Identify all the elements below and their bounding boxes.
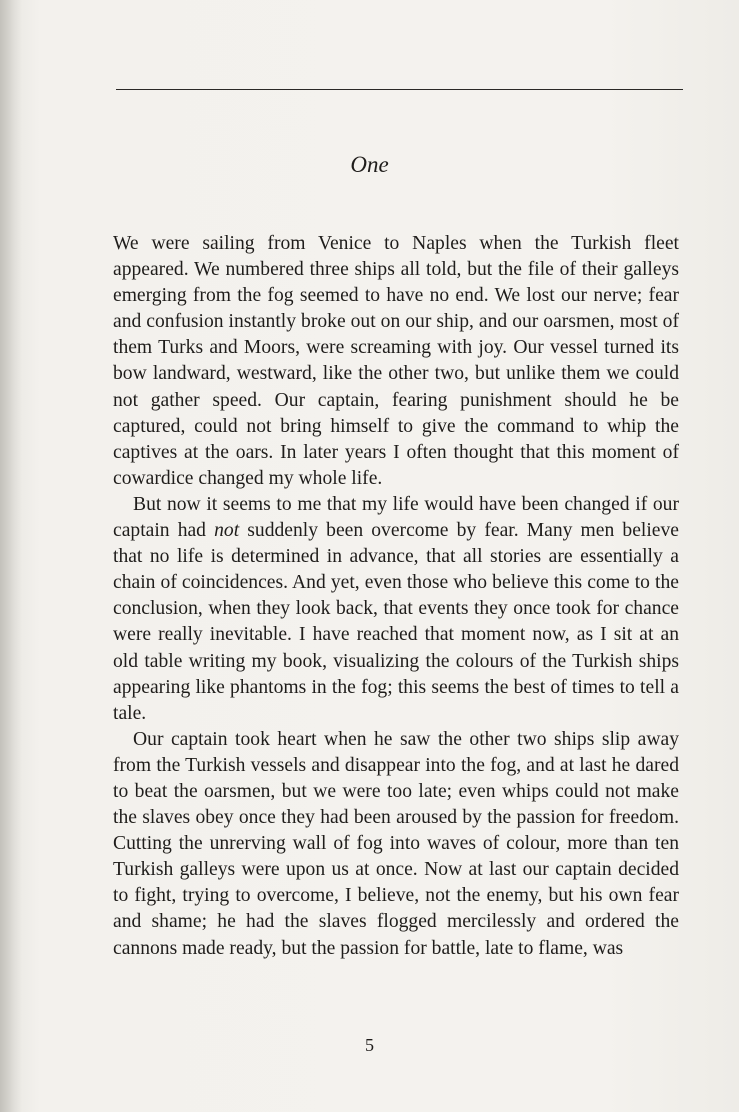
paragraph-3 [113, 727, 679, 962]
paragraph-1 [113, 231, 679, 492]
chapter-title: One [350, 152, 389, 177]
paragraph-3-text: Our captain took heart when he saw the other two ships slip away from the Turkish vessels and disappear into the fog, and at last he dared to beat the oarsmen, but we were too late; even whips could not make the slaves obey once they had been aroused by the passion for freedom. Cutting the unrerving wall of fog into waves of colour, more than ten Turkish galleys were upon us at once. Now at last our captain decided to fight, trying to overcome, I believe, not the enemy, but his own fear and shame; he had the slaves flogged mercilessly and ordered the cannons made ready, but the passion for battle, late to flame, was [113, 728, 679, 959]
paragraph-1-text: We were sailing from Venice to Naples when the Turkish fleet appeared. We numbered three ships all told, but the file of their galleys emerging from the fog seemed to have no end. We lost our nerve; fear and confusion instantly broke out on our ship, and our oarsmen, most of them Turks and Moors, were screaming with joy. Our vessel turned its bow landward, westward, like the other two, but unlike them we could not gather speed. Our captain, fearing punishment should he be captured, could not bring himself to give the command to whip the captives at the oars. In later years I often thought that this moment of cowardice changed my whole life. [113, 233, 679, 489]
paragraph-2-emphasis: not [214, 520, 240, 542]
paragraph-2-text-end: suddenly been overcome by fear. Many men believe that no life is determined in advance, that all stories are essentially a chain of coincidences. And yet, even those who believe this come to the conclusion, when they look back, that events they once took for chance were really inevitable. I have reached that moment now, as I sit at an old table writing my book, visualizing the colours of the Turkish ships appearing like phantoms in the fog; this seems the best of times to tell a tale. [113, 520, 679, 724]
chapter-body [113, 231, 679, 962]
chapter-top-rule [116, 89, 683, 90]
paragraph-2-text-start: But now it seems to me that my life would have been changed if our captain had [113, 493, 679, 542]
page-number: 5 [365, 1035, 374, 1055]
paragraph-2 [113, 492, 679, 727]
